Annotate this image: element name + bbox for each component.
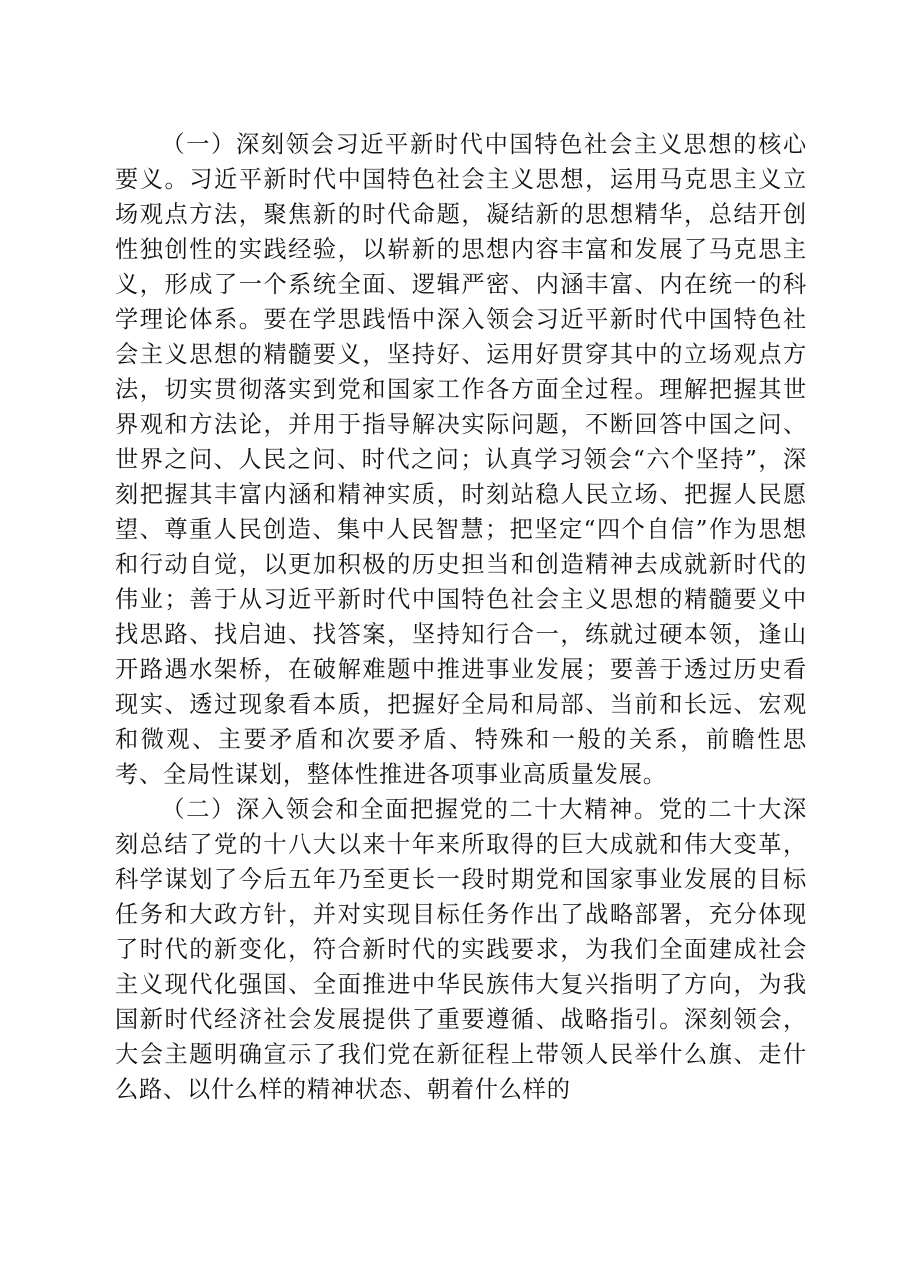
paragraph-core-essence: （一）深刻领会习近平新时代中国特色社会主义思想的核心要义。习近平新时代中国特色社会主义思想，运用马克思主义立场观点方法，聚焦新的时代命题，凝结新的思想精华，总结开创性独创性的实践经验，以崭新的思想内容丰富和发展了马克思主义，形成了一个系统全面、逻辑严密、内涵丰富、内在统一的科学理论体系。要在学思践悟中深入领会习近平新时代中国特色社会主义思想的精髓要义，坚持好、运用好贯穿其中的立场观点方法，切实贯彻落实到党和国家工作各方面全过程。理解把握其世界观和方法论，并用于指导解决实际问题，不断回答中国之问、世界之问、人民之问、时代之问；认真学习领会“六个坚持”，深刻把握其丰富内涵和精神实质，时刻站稳人民立场、把握人民愿望、尊重人民创造、集中人民智慧；把坚定“四个自信”作为思想和行动自觉，以更加积极的历史担当和创造精神去成就新时代的伟业；善于从习近平新时代中国特色社会主义思想的精髓要义中找思路、找启迪、找答案，坚持知行合一，练就过硬本领，逢山开路遇水架桥，在破解难题中推进事业发展；要善于透过历史看现实、透过现象看本质，把握好全局和局部、当前和长远、宏观和微观、主要矛盾和次要矛盾、特殊和一般的关系，前瞻性思考、全局性谋划，整体性推进各项事业高质量发展。 (115, 131, 807, 788)
paragraph-twentieth-congress: （二）深入领会和全面把握党的二十大精神。党的二十大深刻总结了党的十八大以来十年来所取得的巨大成就和伟大变革，科学谋划了今后五年乃至更长一段时期党和国家事业发展的目标任务和大政方针，并对实现目标任务作出了战略部署，充分体现了时代的新变化，符合新时代的实践要求，为我们全面建成社会主义现代化强国、全面推进中华民族伟大复兴指明了方向，为我国新时代经济社会发展提供了重要遵循、战略指引。深刻领会，大会主题明确宣示了我们党在新征程上带领人民举什么旗、走什么路、以什么样的精神状态、朝着什么样的 (115, 796, 807, 1103)
document-body (115, 127, 807, 1107)
